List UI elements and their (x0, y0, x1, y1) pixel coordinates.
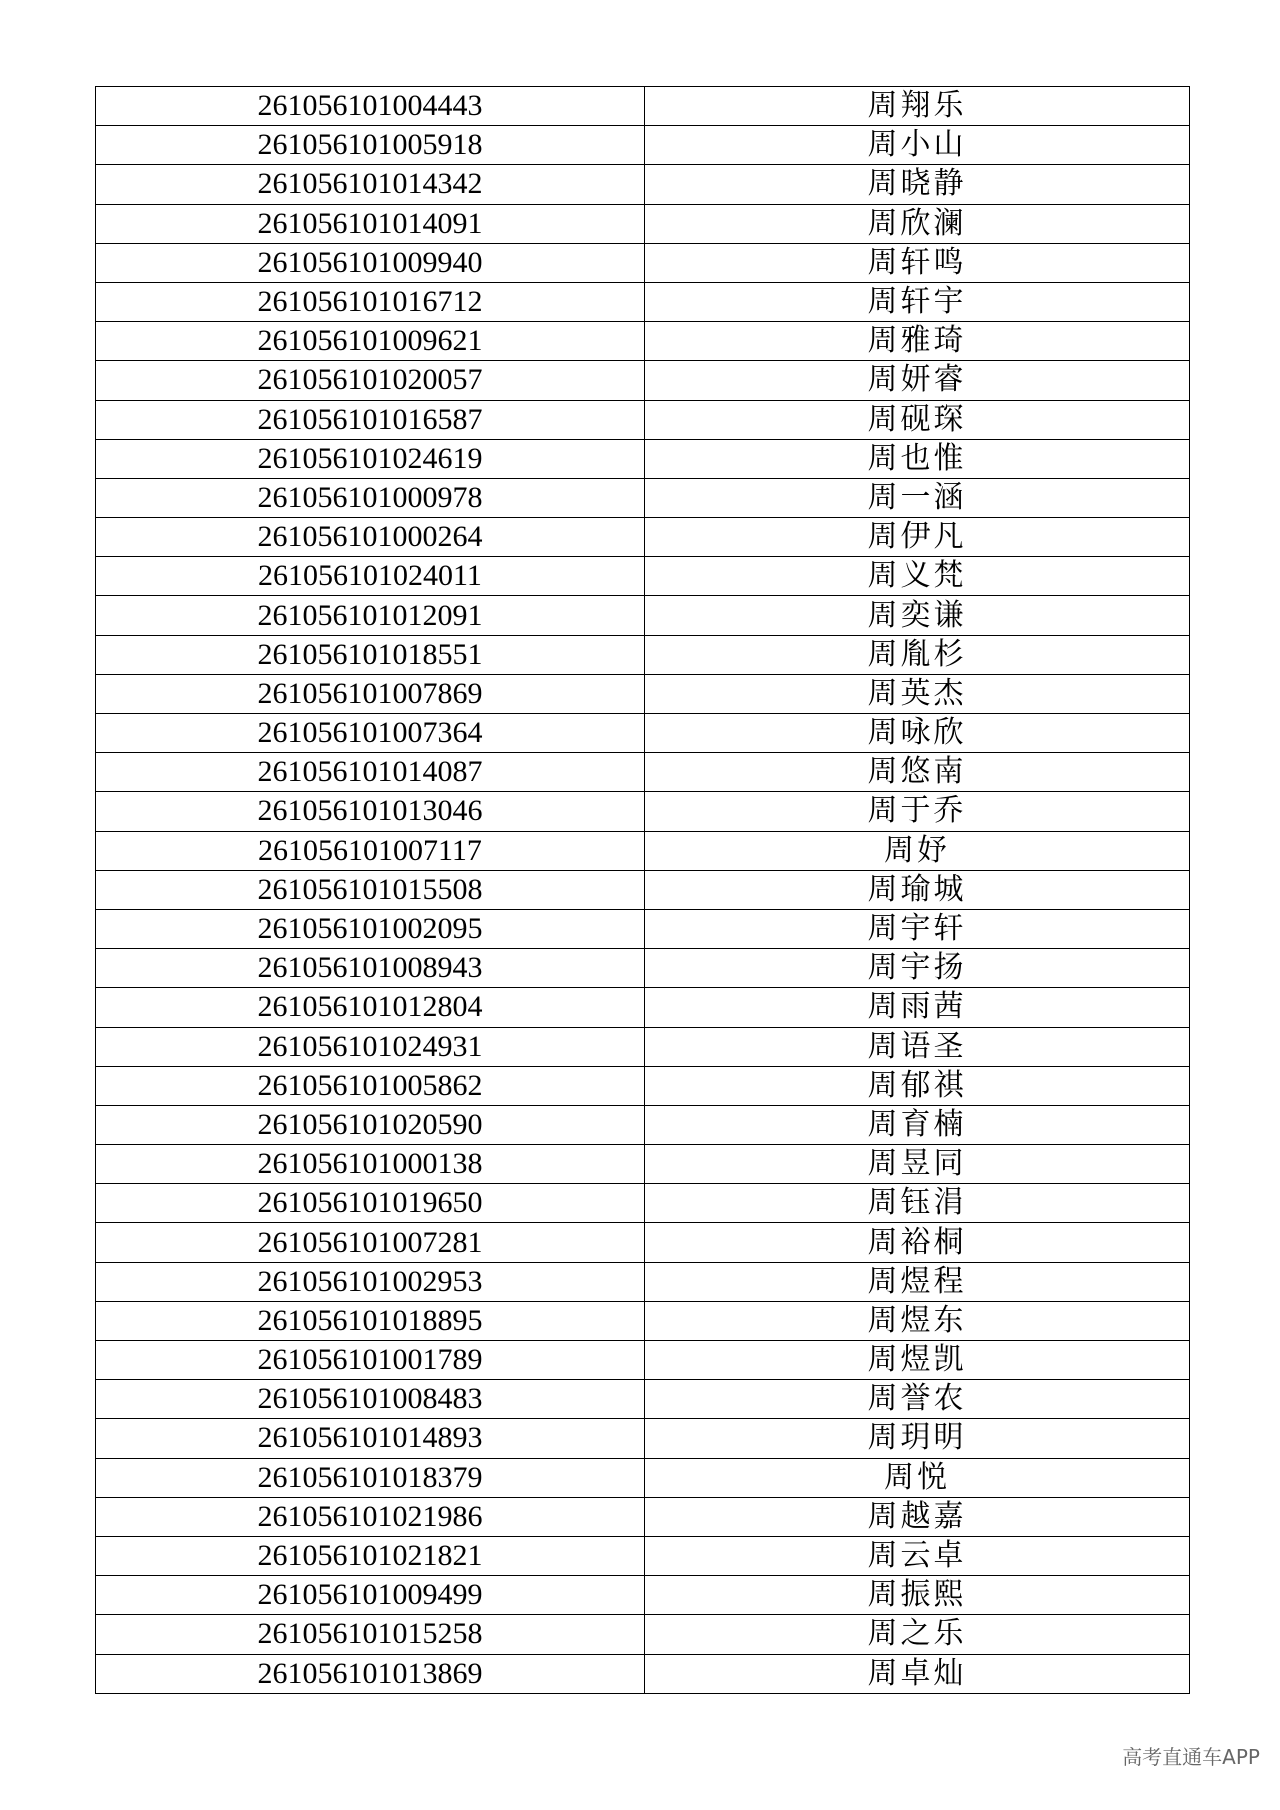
candidate-id-cell: 261056101002953 (96, 1262, 645, 1301)
table-row (96, 1145, 1190, 1184)
table-row (96, 596, 1190, 635)
candidate-name-cell: 周轩宇 (645, 282, 1190, 321)
table-row (96, 988, 1190, 1027)
table-row (96, 909, 1190, 948)
candidate-id-cell: 261056101012091 (96, 596, 645, 635)
table-row (96, 1066, 1190, 1105)
candidate-id-cell: 261056101000264 (96, 518, 645, 557)
watermark-text: 高考直通车APP (1122, 1745, 1260, 1769)
table-row (96, 1184, 1190, 1223)
candidate-name-cell: 周郁祺 (645, 1066, 1190, 1105)
candidate-name-cell: 周英杰 (645, 674, 1190, 713)
candidate-id-cell: 261056101000978 (96, 478, 645, 517)
candidate-name-cell: 周玥明 (645, 1419, 1190, 1458)
candidate-id-cell: 261056101016587 (96, 400, 645, 439)
candidate-id-cell: 261056101015508 (96, 870, 645, 909)
candidate-id-cell: 261056101008943 (96, 949, 645, 988)
candidate-id-cell: 261056101002095 (96, 909, 645, 948)
candidate-name-cell: 周砚琛 (645, 400, 1190, 439)
table-row (96, 792, 1190, 831)
table-row (96, 831, 1190, 870)
candidate-name-cell: 周语圣 (645, 1027, 1190, 1066)
candidate-name-cell: 周瑜城 (645, 870, 1190, 909)
table-row (96, 478, 1190, 517)
candidate-name-cell: 周煜凯 (645, 1341, 1190, 1380)
table-row (96, 400, 1190, 439)
table-row (96, 243, 1190, 282)
candidate-name-cell: 周一涵 (645, 478, 1190, 517)
table-row (96, 1341, 1190, 1380)
candidate-name-cell: 周振熙 (645, 1576, 1190, 1615)
candidate-id-cell: 261056101004443 (96, 87, 645, 126)
candidate-name-cell: 周煜东 (645, 1301, 1190, 1340)
candidate-name-cell: 周奕谦 (645, 596, 1190, 635)
candidate-name-cell: 周之乐 (645, 1615, 1190, 1654)
table-row (96, 87, 1190, 126)
table-row (96, 1458, 1190, 1497)
candidate-id-cell: 261056101007364 (96, 714, 645, 753)
table-row (96, 753, 1190, 792)
table-row (96, 1615, 1190, 1654)
candidate-id-cell: 261056101014893 (96, 1419, 645, 1458)
roster-table (95, 86, 1190, 1694)
candidate-id-cell: 261056101007117 (96, 831, 645, 870)
candidate-id-cell: 261056101024931 (96, 1027, 645, 1066)
candidate-name-cell: 周卓灿 (645, 1654, 1190, 1693)
candidate-name-cell: 周雨茜 (645, 988, 1190, 1027)
candidate-id-cell: 261056101009621 (96, 322, 645, 361)
table-row (96, 1027, 1190, 1066)
roster-body (96, 87, 1190, 1694)
candidate-id-cell: 261056101009499 (96, 1576, 645, 1615)
candidate-id-cell: 261056101014342 (96, 165, 645, 204)
candidate-name-cell: 周云卓 (645, 1536, 1190, 1575)
candidate-id-cell: 261056101013869 (96, 1654, 645, 1693)
candidate-id-cell: 261056101005862 (96, 1066, 645, 1105)
candidate-name-cell: 周雅琦 (645, 322, 1190, 361)
candidate-name-cell: 周欣澜 (645, 204, 1190, 243)
table-row (96, 1576, 1190, 1615)
candidate-id-cell: 261056101008483 (96, 1380, 645, 1419)
candidate-name-cell: 周宇轩 (645, 909, 1190, 948)
table-row (96, 322, 1190, 361)
candidate-id-cell: 261056101020057 (96, 361, 645, 400)
table-row (96, 1301, 1190, 1340)
candidate-id-cell: 261056101018895 (96, 1301, 645, 1340)
candidate-id-cell: 261056101001789 (96, 1341, 645, 1380)
table-row (96, 1654, 1190, 1693)
candidate-name-cell: 周翔乐 (645, 87, 1190, 126)
table-row (96, 1419, 1190, 1458)
table-row (96, 204, 1190, 243)
candidate-name-cell: 周妍睿 (645, 361, 1190, 400)
candidate-id-cell: 261056101013046 (96, 792, 645, 831)
candidate-id-cell: 261056101012804 (96, 988, 645, 1027)
table-row (96, 165, 1190, 204)
candidate-name-cell: 周轩鸣 (645, 243, 1190, 282)
table-row (96, 439, 1190, 478)
table-row (96, 361, 1190, 400)
candidate-name-cell: 周越嘉 (645, 1497, 1190, 1536)
candidate-name-cell: 周煜程 (645, 1262, 1190, 1301)
table-row (96, 1536, 1190, 1575)
table-row (96, 518, 1190, 557)
candidate-id-cell: 261056101020590 (96, 1105, 645, 1144)
table-row (96, 1262, 1190, 1301)
candidate-id-cell: 261056101018379 (96, 1458, 645, 1497)
candidate-name-cell: 周胤杉 (645, 635, 1190, 674)
table-row (96, 635, 1190, 674)
candidate-id-cell: 261056101015258 (96, 1615, 645, 1654)
candidate-id-cell: 261056101021986 (96, 1497, 645, 1536)
candidate-name-cell: 周宇扬 (645, 949, 1190, 988)
candidate-id-cell: 261056101024011 (96, 557, 645, 596)
candidate-name-cell: 周昱同 (645, 1145, 1190, 1184)
table-row (96, 949, 1190, 988)
table-row (96, 674, 1190, 713)
candidate-name-cell: 周钰涓 (645, 1184, 1190, 1223)
table-row (96, 714, 1190, 753)
candidate-id-cell: 261056101018551 (96, 635, 645, 674)
candidate-name-cell: 周于乔 (645, 792, 1190, 831)
candidate-id-cell: 261056101021821 (96, 1536, 645, 1575)
candidate-name-cell: 周咏欣 (645, 714, 1190, 753)
candidate-name-cell: 周也惟 (645, 439, 1190, 478)
candidate-id-cell: 261056101014087 (96, 753, 645, 792)
table-row (96, 1380, 1190, 1419)
table-row (96, 282, 1190, 321)
table-row (96, 1497, 1190, 1536)
candidate-id-cell: 261056101024619 (96, 439, 645, 478)
candidate-id-cell: 261056101007281 (96, 1223, 645, 1262)
candidate-id-cell: 261056101000138 (96, 1145, 645, 1184)
table-row (96, 870, 1190, 909)
table-row (96, 1105, 1190, 1144)
candidate-id-cell: 261056101005918 (96, 126, 645, 165)
candidate-name-cell: 周小山 (645, 126, 1190, 165)
candidate-name-cell: 周悠南 (645, 753, 1190, 792)
candidate-id-cell: 261056101007869 (96, 674, 645, 713)
candidate-name-cell: 周妤 (645, 831, 1190, 870)
candidate-name-cell: 周义梵 (645, 557, 1190, 596)
candidate-name-cell: 周誉农 (645, 1380, 1190, 1419)
candidate-id-cell: 261056101016712 (96, 282, 645, 321)
candidate-name-cell: 周悦 (645, 1458, 1190, 1497)
candidate-id-cell: 261056101009940 (96, 243, 645, 282)
candidate-name-cell: 周晓静 (645, 165, 1190, 204)
candidate-name-cell: 周育楠 (645, 1105, 1190, 1144)
table-row (96, 1223, 1190, 1262)
table-row (96, 557, 1190, 596)
candidate-id-cell: 261056101019650 (96, 1184, 645, 1223)
candidate-name-cell: 周伊凡 (645, 518, 1190, 557)
candidate-id-cell: 261056101014091 (96, 204, 645, 243)
candidate-name-cell: 周裕桐 (645, 1223, 1190, 1262)
table-row (96, 126, 1190, 165)
